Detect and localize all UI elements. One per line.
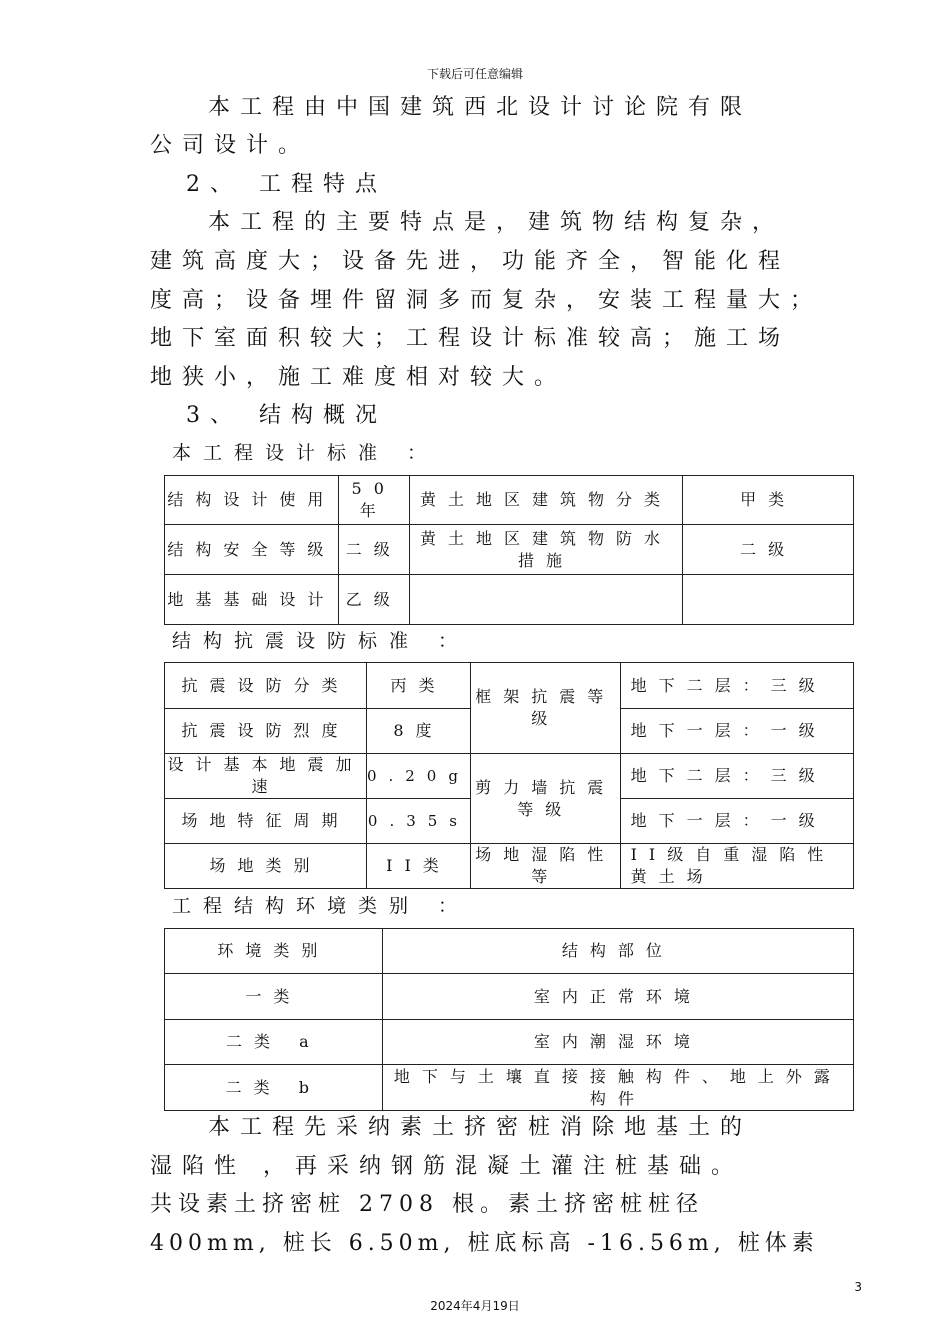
table-cell: 甲类 bbox=[683, 476, 854, 525]
body-text-line: 本工程先采纳素土挤密桩消除地基土的 bbox=[208, 1115, 753, 1140]
table-cell: 剪力墙抗震等级 bbox=[470, 754, 620, 844]
seismic-standard-table bbox=[164, 662, 854, 889]
table-cell: 地下一层：一级 bbox=[620, 799, 853, 844]
table-caption: 工程结构环境类别 ： bbox=[172, 895, 470, 917]
table-cell: II级自重湿陷性黄土场 bbox=[620, 844, 853, 889]
table-cell: 二级 bbox=[683, 525, 854, 575]
table-cell: 二类 b bbox=[165, 1065, 383, 1111]
table-cell: 50年 bbox=[338, 476, 409, 525]
table-cell: 二类 a bbox=[165, 1020, 383, 1065]
table-cell: 框架抗震等级 bbox=[470, 663, 620, 754]
body-text-line: 400mm, 桩长 6.50m, 桩底标高 -16.56m, 桩体素 bbox=[150, 1231, 819, 1256]
table-cell: 抗震设防烈度 bbox=[165, 709, 367, 754]
table-cell: 地下二层：三级 bbox=[620, 663, 853, 709]
body-text-line: 共设素土挤密桩 2708 根。素土挤密桩桩径 bbox=[150, 1192, 704, 1217]
table-cell: 乙级 bbox=[338, 575, 409, 625]
table-cell: 环境类别 bbox=[165, 929, 383, 974]
section-heading: 2、 工程特点 bbox=[186, 172, 387, 197]
table-cell: 一类 bbox=[165, 974, 383, 1020]
table-cell: 地下与土壤直接接触构件、地上外露构件 bbox=[382, 1065, 853, 1111]
table-cell: 二级 bbox=[338, 525, 409, 575]
table-cell: II类 bbox=[366, 844, 470, 889]
table-cell: 8度 bbox=[366, 709, 470, 754]
body-text-line: 地狭小，施工难度相对较大。 bbox=[150, 365, 567, 390]
table-cell: 结构安全等级 bbox=[165, 525, 339, 575]
table-cell: 0.35s bbox=[366, 799, 470, 844]
table-cell: 场地特征周期 bbox=[165, 799, 367, 844]
page-footer-date: 2024年4月19日 bbox=[430, 1299, 520, 1313]
table-cell: 抗震设防分类 bbox=[165, 663, 367, 709]
table-cell: 设计基本地震加速 bbox=[165, 754, 367, 799]
table-cell: 地下二层：三级 bbox=[620, 754, 853, 799]
table-cell: 室内正常环境 bbox=[382, 974, 853, 1020]
page-number: 3 bbox=[854, 1280, 862, 1294]
table-cell: 室内潮湿环境 bbox=[382, 1020, 853, 1065]
body-text-line: 湿陷性 ，再采纳钢筋混凝土灌注桩基础。 bbox=[150, 1154, 743, 1179]
table-cell: 丙类 bbox=[366, 663, 470, 709]
table-cell: 场地湿陷性等 bbox=[470, 844, 620, 889]
section-heading: 3、 结构概况 bbox=[186, 403, 387, 428]
table-cell: 黄土地区建筑物防水措施 bbox=[409, 525, 683, 575]
table-cell bbox=[683, 575, 854, 625]
page-header: 下载后可任意编辑 bbox=[426, 67, 523, 81]
design-standard-table bbox=[164, 475, 854, 625]
body-text-line: 本工程由中国建筑西北设计讨论院有限 bbox=[208, 95, 753, 120]
body-text-line: 地下室面积较大；工程设计标准较高；施工场 bbox=[150, 326, 791, 351]
table-cell: 地基基础设计 bbox=[165, 575, 339, 625]
body-text-line: 本工程的主要特点是，建筑物结构复杂， bbox=[208, 210, 785, 235]
table-cell: 结构设计使用 bbox=[165, 476, 339, 525]
body-text-line: 度高；设备埋件留洞多而复杂，安装工程量大； bbox=[150, 288, 823, 313]
body-text-line: 公司设计。 bbox=[150, 133, 311, 158]
table-caption: 结构抗震设防标准 ： bbox=[172, 630, 470, 652]
table-cell bbox=[409, 575, 683, 625]
table-caption: 本工程设计标准 ： bbox=[172, 442, 439, 464]
table-cell: 地下一层：一级 bbox=[620, 709, 853, 754]
table-cell: 0.20g bbox=[366, 754, 470, 799]
table-cell: 黄土地区建筑物分类 bbox=[409, 476, 683, 525]
environment-category-table bbox=[164, 928, 854, 1111]
body-text-line: 建筑高度大；设备先进，功能齐全，智能化程 bbox=[150, 249, 791, 274]
table-cell: 结构部位 bbox=[382, 929, 853, 974]
table-cell: 场地类别 bbox=[165, 844, 367, 889]
